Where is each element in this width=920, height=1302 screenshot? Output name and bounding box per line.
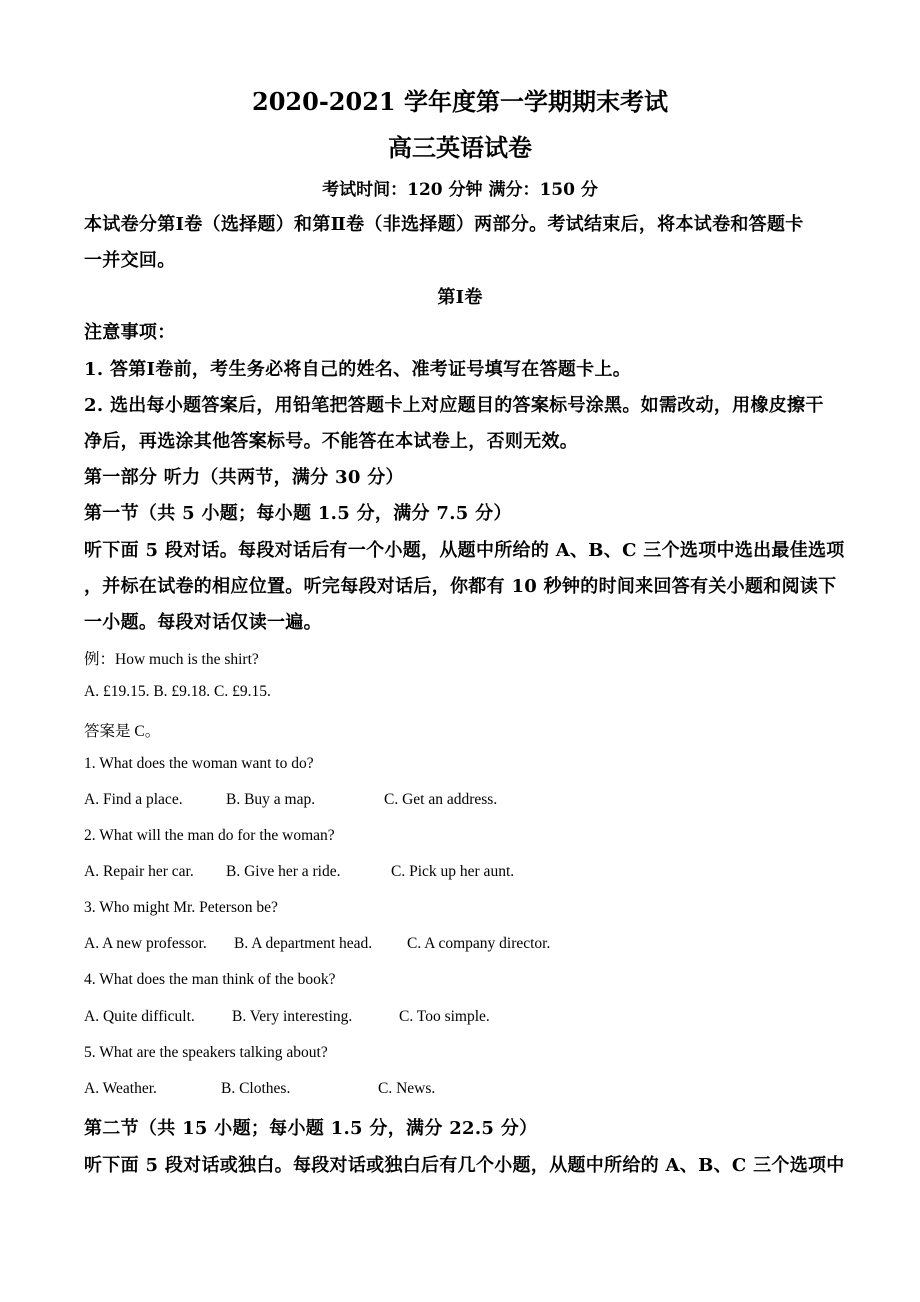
question-3-option-a: A. A new professor. bbox=[84, 935, 207, 952]
section1-instructions-line-1: 听下面 5 段对话。每段对话后有一个小题，从题中所给的 A、B、C 三个选项中选出最佳选项 bbox=[84, 540, 845, 561]
intro-line-1: 本试卷分第Ⅰ卷（选择题）和第Ⅱ卷（非选择题）两部分。考试结束后，将本试卷和答题卡 bbox=[84, 214, 804, 235]
notes-item-1: 1. 答第Ⅰ卷前，考生务必将自己的姓名、准考证号填写在答题卡上。 bbox=[84, 359, 632, 380]
example-options: A. £19.15. B. £9.18. C. £9.15. bbox=[84, 683, 271, 700]
question-4-option-b: B. Very interesting. bbox=[232, 1008, 353, 1025]
section2-instructions-line-1: 听下面 5 段对话或独白。每段对话或独白后有几个小题，从题中所给的 A、B、C 三个选项中 bbox=[84, 1155, 845, 1176]
question-2-option-a: A. Repair her car. bbox=[84, 863, 194, 880]
example-answer: 答案是 C。 bbox=[84, 723, 161, 740]
question-4-option-c: C. Too simple. bbox=[399, 1008, 490, 1025]
section2-heading: 第二节（共 15 小题；每小题 1.5 分，满分 22.5 分） bbox=[84, 1118, 538, 1139]
question-1-option-a: A. Find a place. bbox=[84, 791, 183, 808]
intro-line-2: 一并交回。 bbox=[84, 250, 176, 271]
question-2-option-b: B. Give her a ride. bbox=[226, 863, 341, 880]
question-5: 5. What are the speakers talking about? bbox=[84, 1044, 328, 1061]
question-3-option-b: B. A department head. bbox=[234, 935, 373, 952]
section1-heading: 第一节（共 5 小题；每小题 1.5 分，满分 7.5 分） bbox=[84, 503, 512, 524]
section1-instructions-line-2: ，并标在试卷的相应位置。听完每段对话后，你都有 10 秒钟的时间来回答有关小题和阅读下 bbox=[84, 576, 837, 597]
question-3-option-c: C. A company director. bbox=[407, 935, 551, 952]
notes-item-2-line-2: 净后，再选涂其他答案标号。不能答在本试卷上，否则无效。 bbox=[84, 431, 579, 452]
exam-subtitle: 高三英语试卷 bbox=[388, 133, 532, 162]
question-5-option-c: C. News. bbox=[378, 1080, 436, 1097]
notes-item-2-line-1: 2. 选出每小题答案后，用铅笔把答题卡上对应题目的答案标号涂黑。如需改动，用橡皮擦干 bbox=[84, 395, 824, 416]
part1-heading: 第一部分 听力（共两节，满分 30 分） bbox=[84, 467, 404, 488]
example-question: 例：How much is the shirt? bbox=[84, 651, 259, 668]
section1-instructions-line-3: 一小题。每段对话仅读一遍。 bbox=[84, 612, 322, 633]
question-1-option-b: B. Buy a map. bbox=[226, 791, 316, 808]
question-5-option-a: A. Weather. bbox=[84, 1080, 157, 1097]
question-1-option-c: C. Get an address. bbox=[384, 791, 498, 808]
exam-title: 2020-2021 学年度第一学期期末考试 bbox=[252, 87, 668, 116]
notes-heading: 注意事项： bbox=[84, 322, 176, 343]
question-3: 3. Who might Mr. Peterson be? bbox=[84, 899, 278, 916]
question-5-option-b: B. Clothes. bbox=[221, 1080, 291, 1097]
question-2: 2. What will the man do for the woman? bbox=[84, 827, 335, 844]
question-2-option-c: C. Pick up her aunt. bbox=[391, 863, 515, 880]
volume-title: 第Ⅰ卷 bbox=[437, 287, 483, 308]
question-1: 1. What does the woman want to do? bbox=[84, 755, 314, 772]
question-4: 4. What does the man think of the book? bbox=[84, 971, 336, 988]
exam-info: 考试时间：120 分钟 满分：150 分 bbox=[322, 180, 598, 200]
question-4-option-a: A. Quite difficult. bbox=[84, 1008, 195, 1025]
